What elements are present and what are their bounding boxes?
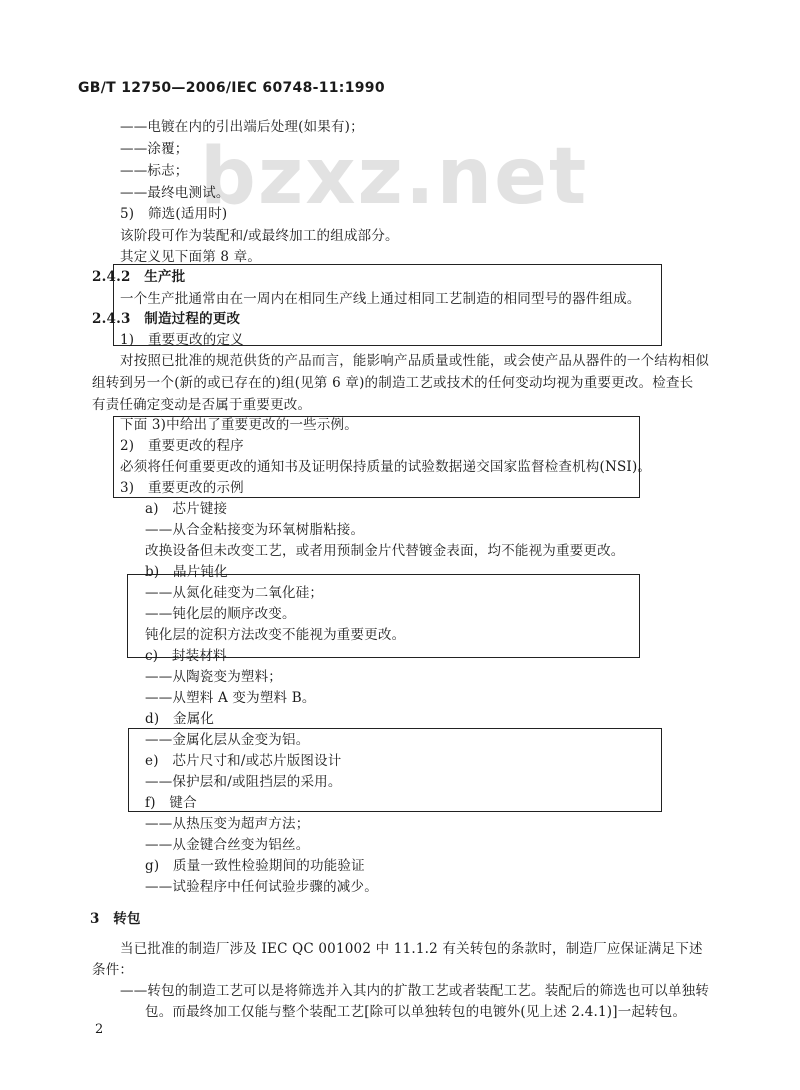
text-line: ——保护层和/或阻挡层的采用。	[145, 774, 342, 790]
text-line: g) 质量一致性检验期间的功能验证	[145, 858, 365, 874]
text-line: ——转包的制造工艺可以是将筛选并入其内的扩散工艺或者装配工艺。装配后的筛选也可以单独转	[120, 983, 710, 999]
text-line: a) 芯片键接	[145, 501, 228, 517]
text-line: 3) 重要更改的示例	[120, 480, 244, 496]
text-line: ——从热压变为超声方法；	[145, 816, 310, 832]
text-line: ——从合金粘接变为环氧树脂粘接。	[145, 522, 365, 538]
text-line: 2) 重要更改的程序	[120, 438, 244, 454]
text-line: ——从金键合丝变为铝丝。	[145, 837, 310, 853]
text-line: 当已批准的制造厂涉及 IEC QC 001002 中 11.1.2 有关转包的条款时，制造厂应保证满足下述	[120, 941, 703, 957]
text-line: 必须将任何重要更改的通知书及证明保持质量的试验数据递交国家监督检查机构(NSI)。	[120, 459, 652, 475]
text-line: d) 金属化	[145, 711, 215, 727]
text-line: 5) 筛选(适用时)	[120, 206, 228, 222]
text-line: b) 晶片钝化	[145, 564, 228, 580]
text-line: 组转到另一个(新的或已存在的)组(见第 6 章)的制造工艺或技术的任何变动均视为重要更改。检查长	[92, 375, 694, 391]
text-line: 条件：	[92, 962, 134, 978]
text-line: ——从陶瓷变为塑料；	[145, 669, 282, 685]
text-line: 有责任确定变动是否属于重要更改。	[92, 397, 312, 413]
text-line: 改换设备但未改变工艺，或者用预制金片代替镀金表面，均不能视为重要更改。	[145, 543, 625, 559]
standard-header: GB/T 12750—2006/IEC 60748-11:1990	[78, 80, 385, 96]
text-line: 钝化层的淀积方法改变不能视为重要更改。	[145, 627, 406, 643]
text-line: ——试验程序中任何试验步骤的减少。	[145, 879, 378, 895]
text-line: ——金属化层从金变为铝。	[145, 732, 310, 748]
text-line: ——涂覆；	[120, 141, 189, 157]
text-line: c) 封装材料	[145, 648, 227, 664]
text-line: 对按照已批准的规范供货的产品而言，能影响产品质量或性能，或会使产品从器件的一个结构相似	[120, 353, 710, 369]
text-line: f) 键合	[145, 795, 197, 811]
text-line: 1) 重要更改的定义	[120, 332, 244, 348]
text-line: 下面 3)中给出了重要更改的一些示例。	[120, 417, 358, 433]
text-line: ——从氮化硅变为二氧化硅；	[145, 585, 324, 601]
text-line: 包。而最终加工仅能与整个装配工艺[除可以单独转包的电镀外(见上述 2.4.1)]一起转包。	[145, 1004, 687, 1020]
text-line: ——最终电测试。	[120, 185, 230, 201]
section-heading: 3 转包	[90, 911, 141, 927]
text-line: ——标志；	[120, 163, 189, 179]
section-heading: 2.4.2 生产批	[92, 269, 186, 285]
watermark: bzxz.net	[200, 132, 589, 222]
text-line: ——钝化层的顺序改变。	[145, 606, 296, 622]
text-line: 该阶段可作为装配和/或最终加工的组成部分。	[120, 228, 399, 244]
text-line: 一个生产批通常由在一周内在相同生产线上通过相同工艺制造的相同型号的器件组成。	[120, 291, 641, 307]
text-line: ——从塑料 A 变为塑料 B。	[145, 690, 316, 706]
page-number: 2	[95, 1022, 104, 1037]
section-heading: 2.4.3 制造过程的更改	[92, 311, 241, 327]
text-line: 其定义见下面第 8 章。	[120, 249, 262, 265]
text-line: e) 芯片尺寸和/或芯片版图设计	[145, 753, 342, 769]
text-line: ——电镀在内的引出端后处理(如果有)；	[120, 119, 364, 135]
